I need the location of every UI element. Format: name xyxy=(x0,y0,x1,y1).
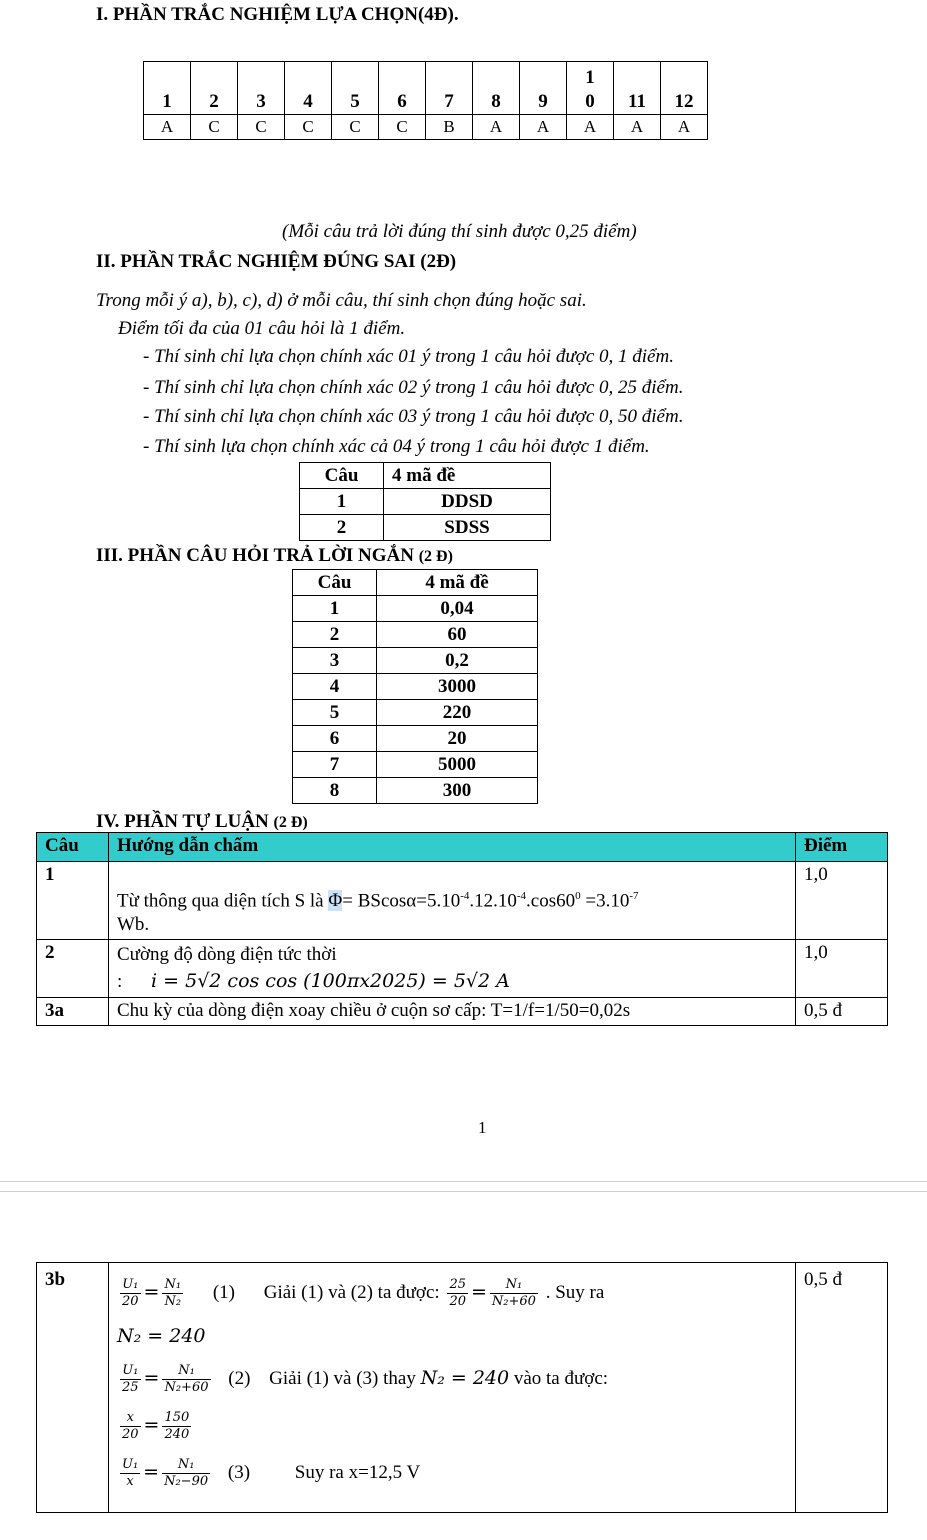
grading-guide xyxy=(109,1263,796,1513)
guide-text: vào ta được: xyxy=(513,1368,609,1389)
part2-line: Trong mỗi ý a), b), c), d) ở mỗi câu, thí sinh chọn đúng hoặc sai. xyxy=(96,290,587,311)
fraction: $\frac{\text{U₁}}{x}$ xyxy=(122,1457,139,1490)
answer-cell: C xyxy=(238,115,285,140)
grading-guide xyxy=(109,940,796,998)
part3-title-points: (2 Đ) xyxy=(418,548,453,565)
table-cell: 4 xyxy=(293,674,377,700)
question-number: 1 xyxy=(37,862,109,940)
guide-text: . Suy ra xyxy=(545,1282,605,1303)
current-formula: i = 5√2 cos cos (100πx2025) = 5√2 A xyxy=(151,970,510,993)
part4-title-text: IV. PHẦN TỰ LUẬN xyxy=(96,811,269,832)
part4-title xyxy=(96,811,308,833)
question-number: 3b xyxy=(37,1263,109,1513)
grading-guide xyxy=(109,862,796,940)
equation-label: (2) xyxy=(228,1368,251,1389)
page-divider xyxy=(0,1191,927,1192)
answer-cell: C xyxy=(191,115,238,140)
equation-label: (3) xyxy=(227,1462,251,1483)
part3-title xyxy=(96,545,453,567)
question-number: 10 xyxy=(567,62,614,115)
score: 1,0 xyxy=(796,862,888,940)
fraction: $\frac{\text{N₁}}{\text{N₂}}$ xyxy=(164,1277,182,1310)
fraction: $\frac{x}{20}$ xyxy=(122,1410,139,1443)
fraction: $\frac{\text{N₁}}{\text{N₂−90}}$ xyxy=(164,1457,209,1490)
answer-cell: A xyxy=(567,115,614,140)
flux-symbol: Φ xyxy=(328,890,343,912)
n2-result: N₂ = 240 xyxy=(117,1325,206,1347)
table-cell: 3000 xyxy=(377,674,538,700)
table-row xyxy=(293,726,538,752)
guide-text: = BScosα=5.10 xyxy=(342,890,461,912)
part1-title: I. PHẦN TRẮC NGHIỆM LỰA CHỌN(4Đ). xyxy=(96,4,459,25)
part1-note: (Mỗi câu trả lời đúng thí sinh được 0,25 điểm) xyxy=(282,221,637,242)
table-row xyxy=(293,674,538,700)
part4-grading-table xyxy=(36,832,888,1026)
guide-text: Wb. xyxy=(117,914,150,936)
question-number: 3 xyxy=(238,62,285,115)
table-cell: SDSS xyxy=(384,515,551,541)
page-number: 1 xyxy=(478,1118,487,1137)
table-cell: DDSD xyxy=(384,489,551,515)
table-cell: 60 xyxy=(377,622,538,648)
equation-line: $\frac{\text{U₁}}{25}$ = $\frac{\text{N₁}}{\text{N₂+60}}$ (2) Giải (1) và (3) thay N₂ = 240 vào ta được: xyxy=(122,1363,609,1396)
table-cell: 300 xyxy=(377,778,538,804)
equation-line: $\frac{\text{U₁}}{20}$ = $\frac{\text{N₁}}{\text{N₂}}$ (1) Giải (1) và (2) ta được: $\frac{25}{20}$ = $\frac{\text{N₁}}{\text{N₂+60}}$ . Suy ra xyxy=(122,1277,605,1310)
table-row xyxy=(37,862,888,940)
table-row xyxy=(144,115,708,140)
question-number: 5 xyxy=(332,62,379,115)
score: 0,5 đ xyxy=(796,1263,888,1513)
guide-text: Cường độ dòng điện tức thời xyxy=(117,944,337,966)
exponent: 0 xyxy=(575,890,581,902)
table-row xyxy=(300,463,551,489)
guide-text: Giải (1) và (2) ta được: xyxy=(263,1282,440,1303)
answer-cell: C xyxy=(285,115,332,140)
table-cell: 0,04 xyxy=(377,596,538,622)
table-row xyxy=(293,596,538,622)
table-row xyxy=(300,489,551,515)
table-header: Hướng dẫn chấm xyxy=(109,833,796,862)
table-row xyxy=(300,515,551,541)
part2-answer-table xyxy=(299,462,551,541)
answer-cell: A xyxy=(144,115,191,140)
part2-line: - Thí sinh chỉ lựa chọn chính xác 01 ý trong 1 câu hỏi được 0, 1 điểm. xyxy=(143,346,674,367)
table-cell: 5000 xyxy=(377,752,538,778)
answer-cell: C xyxy=(332,115,379,140)
question-number: 12 xyxy=(661,62,708,115)
equation-line: $\frac{\text{U₁}}{x}$ = $\frac{\text{N₁}}{\text{N₂−90}}$ (3) Suy ra x=12,5 V xyxy=(122,1457,421,1490)
grading-guide: Chu kỳ của dòng điện xoay chiều ở cuộn sơ cấp: T=1/f=1/50=0,02s xyxy=(109,998,796,1026)
exponent: -7 xyxy=(629,890,639,902)
question-number: 11 xyxy=(614,62,661,115)
table-header: Điểm xyxy=(796,833,888,862)
table-header: Câu xyxy=(300,463,384,489)
table-cell: 0,2 xyxy=(377,648,538,674)
question-number: 8 xyxy=(473,62,520,115)
guide-text: Giải (1) và (3) thay xyxy=(269,1368,416,1389)
score: 0,5 đ xyxy=(796,998,888,1026)
table-header: Câu xyxy=(37,833,109,862)
table-row xyxy=(37,940,888,998)
table-row xyxy=(293,570,538,596)
answer-cell: A xyxy=(661,115,708,140)
question-number: 1 xyxy=(144,62,191,115)
score: 1,0 xyxy=(796,940,888,998)
question-number: 6 xyxy=(379,62,426,115)
fraction: $\frac{150}{240}$ xyxy=(164,1410,190,1443)
table-cell: 2 xyxy=(300,515,384,541)
equation-label: (1) xyxy=(212,1282,235,1303)
equation-line: $\frac{x}{20}$ = $\frac{150}{240}$ xyxy=(122,1410,190,1443)
question-number: 9 xyxy=(520,62,567,115)
answer-cell: B xyxy=(426,115,473,140)
table-cell: 8 xyxy=(293,778,377,804)
exponent: -4 xyxy=(460,890,470,902)
table-cell: 1 xyxy=(300,489,384,515)
answer-cell: A xyxy=(520,115,567,140)
table-cell: 20 xyxy=(377,726,538,752)
table-cell: 1 xyxy=(293,596,377,622)
guide-text: =3.10 xyxy=(580,890,630,912)
question-number: 4 xyxy=(285,62,332,115)
part3-answer-table xyxy=(292,569,538,804)
n2-inline: N₂ = 240 xyxy=(420,1367,510,1389)
part2-line: - Thí sinh chỉ lựa chọn chính xác 02 ý trong 1 câu hỏi được 0, 25 điểm. xyxy=(143,377,684,398)
table-row xyxy=(293,648,538,674)
table-header: 4 mã đề xyxy=(377,570,538,596)
table-cell: 7 xyxy=(293,752,377,778)
table-cell: 5 xyxy=(293,700,377,726)
table-row xyxy=(293,778,538,804)
fraction: $\frac{\text{U₁}}{25}$ xyxy=(122,1363,139,1396)
table-cell: 3 xyxy=(293,648,377,674)
table-cell: 2 xyxy=(293,622,377,648)
part2-title: II. PHẦN TRẮC NGHIỆM ĐÚNG SAI (2Đ) xyxy=(96,251,457,272)
part2-line: - Thí sinh chỉ lựa chọn chính xác 03 ý trong 1 câu hỏi được 0, 50 điểm. xyxy=(143,406,684,427)
table-row xyxy=(37,1263,888,1513)
fraction: $\frac{25}{20}$ xyxy=(449,1277,466,1310)
answer-cell: A xyxy=(473,115,520,140)
answer-cell: C xyxy=(379,115,426,140)
question-number: 2 xyxy=(37,940,109,998)
answer-cell: A xyxy=(614,115,661,140)
question-number: 3a xyxy=(37,998,109,1026)
fraction: $\frac{\text{N₁}}{\text{N₂+60}}$ xyxy=(491,1277,536,1310)
table-cell: 220 xyxy=(377,700,538,726)
table-row xyxy=(293,752,538,778)
guide-text: Suy ra x=12,5 V xyxy=(294,1462,421,1483)
table-row xyxy=(144,62,708,115)
guide-text: Từ thông qua diện tích S là xyxy=(117,890,329,912)
guide-text: : xyxy=(117,971,128,993)
part2-line: Điểm tối đa của 01 câu hỏi là 1 điểm. xyxy=(118,318,406,339)
table-row xyxy=(37,833,888,862)
part3-title-text: III. PHẦN CÂU HỎI TRẢ LỜI NGẮN xyxy=(96,545,414,566)
part4-title-points: (2 Đ) xyxy=(273,814,308,831)
table-row xyxy=(37,998,888,1026)
question-number: 7 xyxy=(426,62,473,115)
table-header: Câu xyxy=(293,570,377,596)
guide-text: .cos60 xyxy=(526,890,576,912)
part2-line: - Thí sinh lựa chọn chính xác cả 04 ý trong 1 câu hỏi được 1 điểm. xyxy=(143,436,650,457)
table-row xyxy=(293,622,538,648)
part1-answer-table xyxy=(143,61,708,140)
fraction: $\frac{\text{N₁}}{\text{N₂+60}}$ xyxy=(164,1363,209,1396)
part4-grading-table-continued xyxy=(36,1262,888,1513)
table-cell: 6 xyxy=(293,726,377,752)
table-row xyxy=(293,700,538,726)
question-number: 2 xyxy=(191,62,238,115)
page-divider xyxy=(0,1181,927,1182)
guide-text: .12.10 xyxy=(469,890,517,912)
fraction: $\frac{\text{U₁}}{20}$ xyxy=(122,1277,139,1310)
exponent: -4 xyxy=(516,890,527,902)
table-header: 4 mã đề xyxy=(384,463,551,489)
